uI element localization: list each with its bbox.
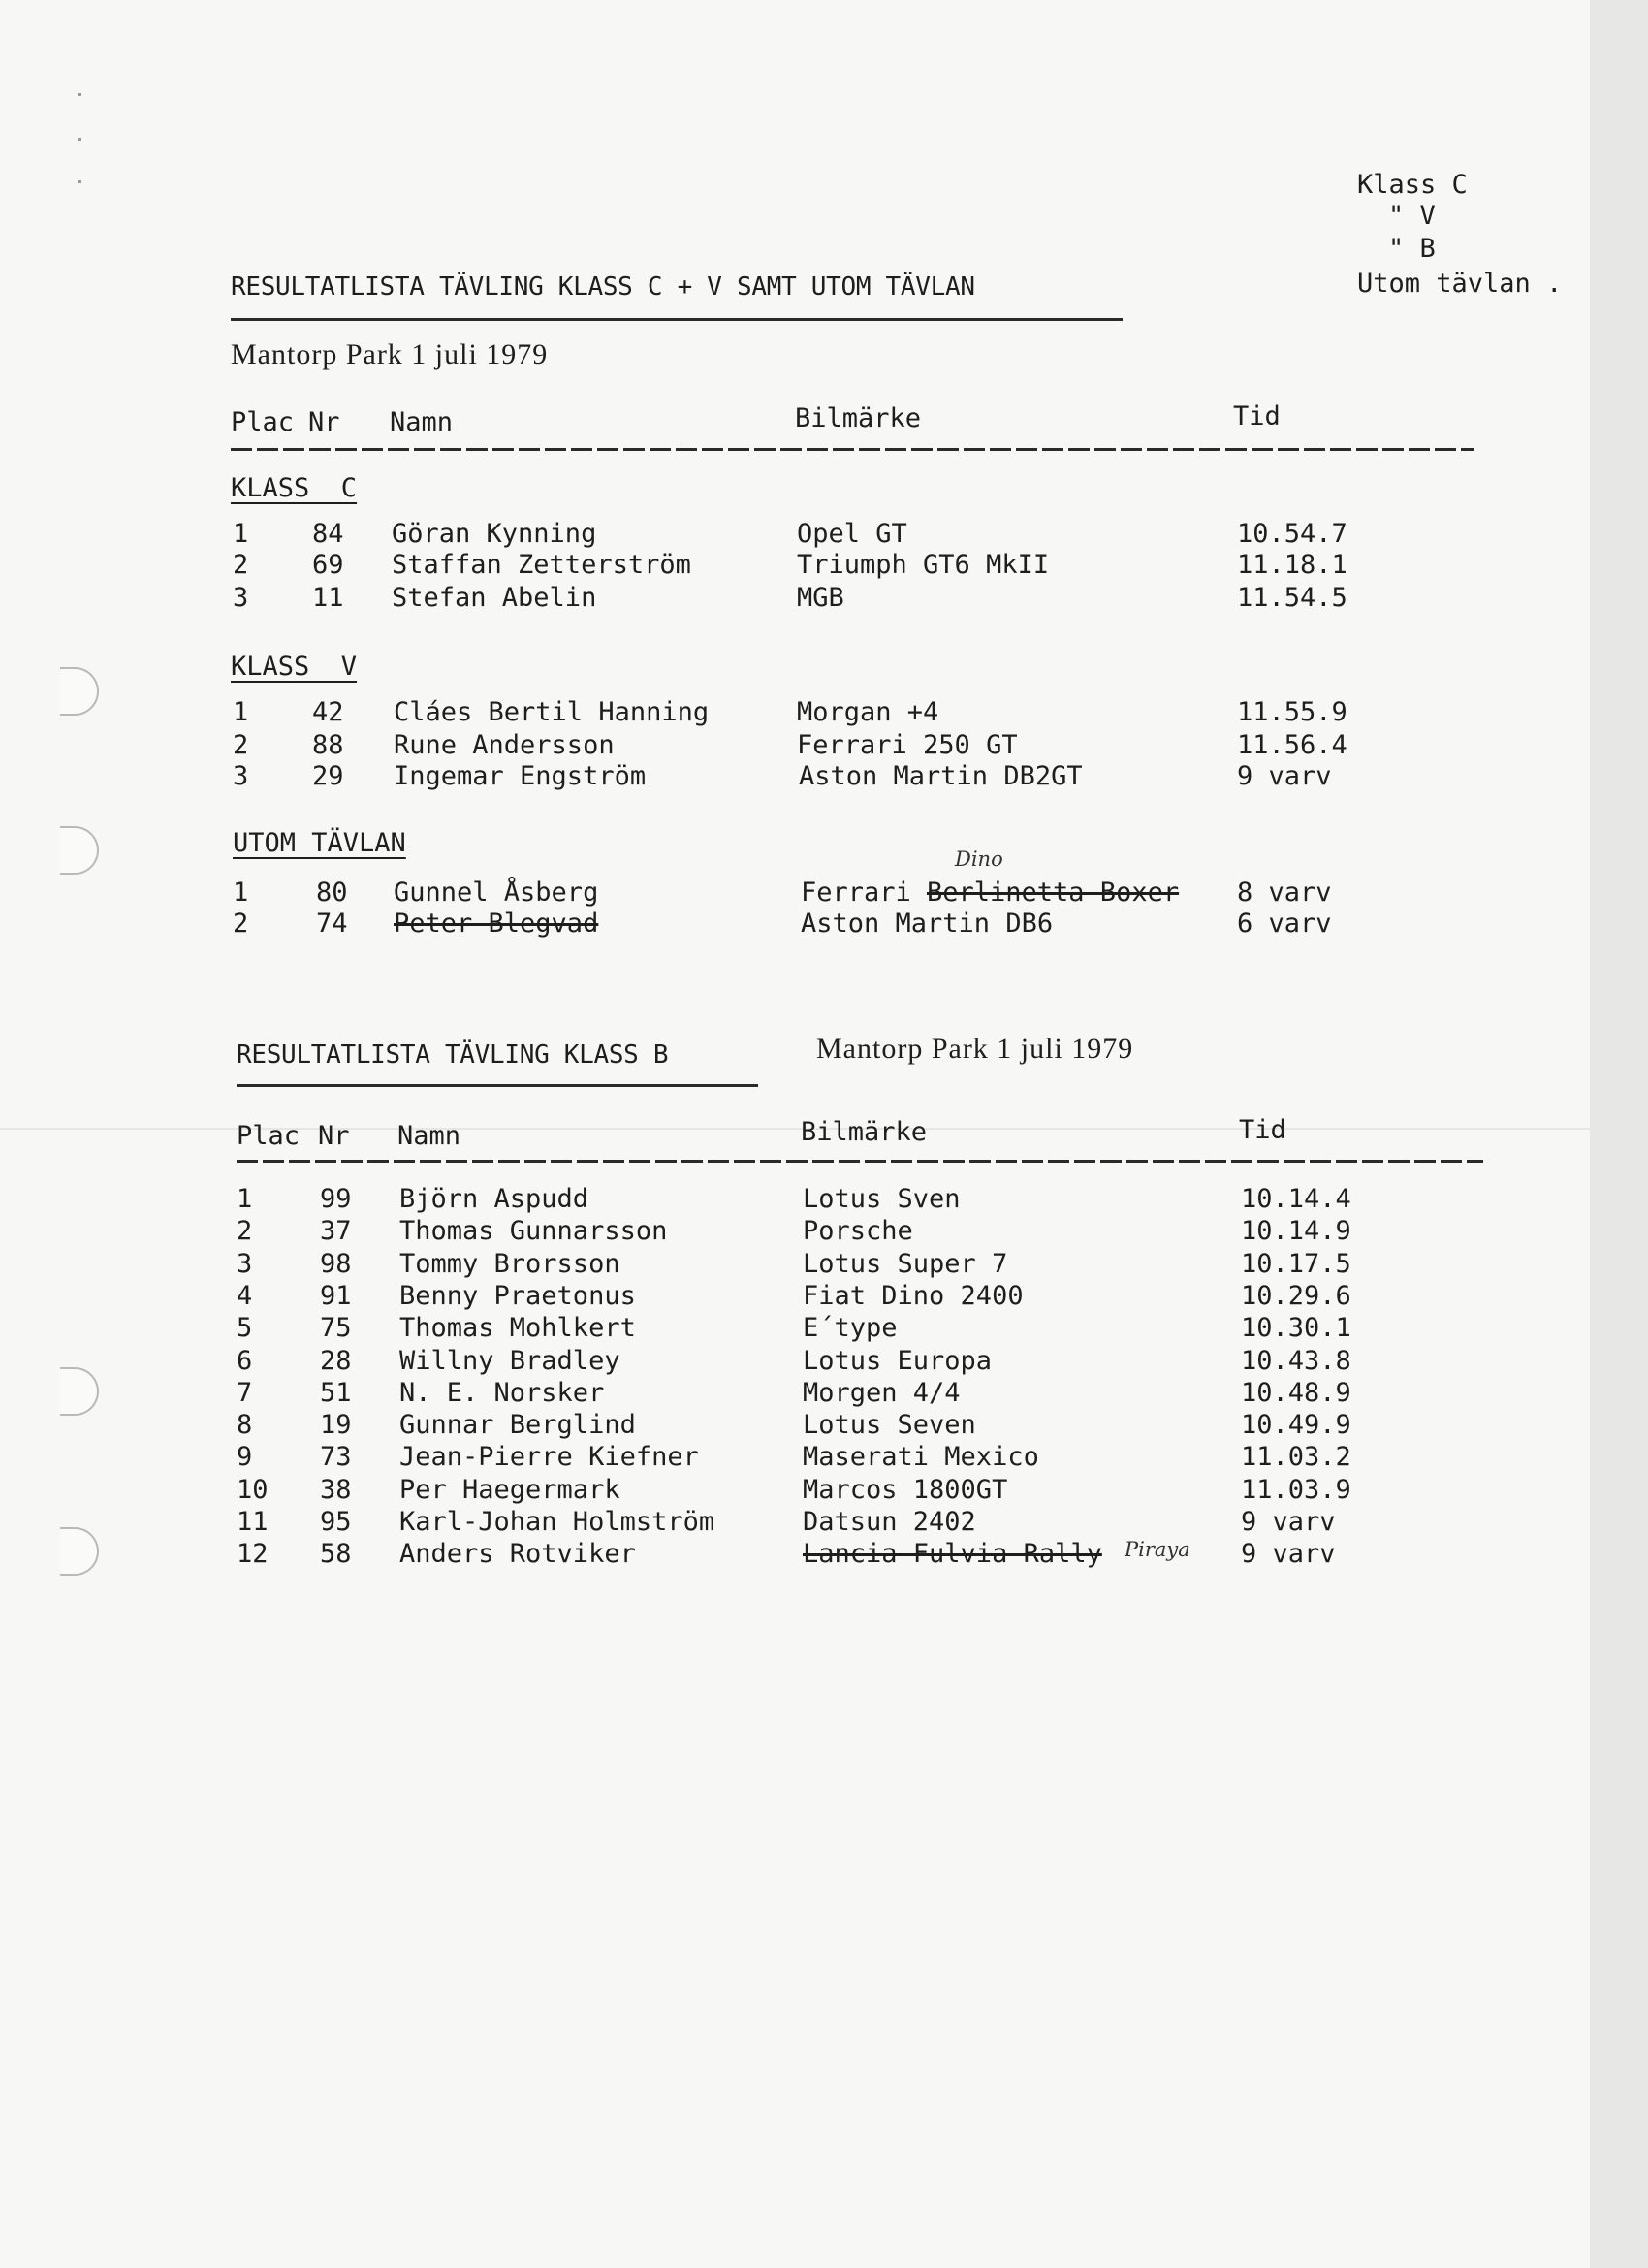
header-tid: Tid	[1239, 1115, 1286, 1145]
section1-title-underline	[231, 318, 1123, 321]
result-row	[0, 549, 1590, 582]
result-row	[0, 1248, 1590, 1281]
row-plac: 2	[233, 909, 249, 939]
result-row	[0, 1312, 1590, 1345]
row-namn: Tommy Brorsson	[399, 1249, 620, 1279]
row-nr: 98	[320, 1249, 352, 1279]
result-row	[0, 1506, 1590, 1539]
row-tid: 11.55.9	[1237, 697, 1347, 727]
edge-mark	[78, 93, 81, 96]
row-nr: 75	[320, 1313, 352, 1343]
row-namn: Thomas Mohlkert	[399, 1313, 636, 1343]
result-row	[0, 1377, 1590, 1410]
row-bilmarke: Ferrari 250 GT	[797, 730, 1018, 760]
header-rule	[231, 448, 1474, 451]
row-bilmarke: Triumph GT6 MkII	[797, 550, 1050, 580]
section2-title-underline	[237, 1084, 758, 1087]
row-bilmarke: Morgen 4/4	[803, 1378, 961, 1408]
row-namn: Staffan Zetterström	[392, 550, 691, 580]
row-namn: Per Haegermark	[399, 1475, 620, 1505]
header-rule	[237, 1160, 1483, 1163]
handwritten-correction: Piraya	[1125, 1538, 1190, 1561]
row-bilmarke: Lotus Seven	[803, 1410, 976, 1440]
row-nr: 19	[320, 1410, 352, 1440]
row-tid: 11.18.1	[1237, 550, 1347, 580]
row-tid: 9 varv	[1237, 761, 1332, 791]
handwritten-correction: Dino	[955, 847, 1003, 871]
row-tid: 10.14.4	[1241, 1184, 1351, 1214]
row-bilmarke: Lotus Europa	[803, 1346, 993, 1376]
row-namn: Stefan Abelin	[392, 583, 597, 613]
row-namn: N. E. Norsker	[399, 1378, 605, 1408]
row-tid: 10.49.9	[1241, 1410, 1351, 1440]
row-plac: 3	[233, 761, 249, 791]
header-namn: Namn	[390, 407, 454, 437]
punch-hole	[60, 826, 99, 875]
result-row	[0, 1409, 1590, 1442]
section1-date: Mantorp Park 1 juli 1979	[231, 338, 549, 370]
row-namn: Karl-Johan Holmström	[399, 1507, 715, 1537]
row-plac: 5	[237, 1313, 253, 1343]
row-namn: Gunnel Åsberg	[394, 878, 599, 908]
row-tid: 10.54.7	[1237, 519, 1347, 549]
group-label-klass-v: KLASS V	[231, 652, 358, 682]
row-bilmarke: Morgan +4	[797, 697, 939, 727]
row-bilmarke: Lotus Sven	[803, 1184, 961, 1214]
result-row	[0, 696, 1590, 729]
legend-line: " B	[1388, 234, 1436, 264]
row-nr: 99	[320, 1184, 352, 1214]
result-row	[0, 1280, 1590, 1313]
section1-title: RESULTATLISTA TÄVLING KLASS C + V SAMT UTOM TÄVLAN	[231, 272, 975, 302]
row-bilmarke: Ferrari	[801, 878, 911, 908]
row-tid: 11.03.9	[1241, 1475, 1351, 1505]
group-label-utom-tavlan: UTOM TÄVLAN	[233, 828, 406, 858]
header-bilmarke: Bilmärke	[795, 403, 922, 433]
row-plac: 6	[237, 1346, 253, 1376]
row-plac: 3	[237, 1249, 253, 1279]
row-tid: 6 varv	[1237, 909, 1332, 939]
row-namn: Ingemar Engström	[394, 761, 647, 791]
result-row	[0, 518, 1590, 551]
row-plac: 7	[237, 1378, 253, 1408]
row-namn: Gunnar Berglind	[399, 1410, 636, 1440]
row-namn-struck: Peter Blegvad	[394, 909, 599, 939]
result-row	[0, 1183, 1590, 1216]
row-tid: 9 varv	[1241, 1539, 1336, 1569]
row-bilmarke: MGB	[797, 583, 844, 613]
row-tid: 9 varv	[1241, 1507, 1336, 1537]
row-plac: 1	[233, 878, 249, 908]
row-plac: 10	[237, 1475, 269, 1505]
row-nr: 11	[312, 583, 344, 613]
row-bilmarke-struck: Lancia Fulvia Rally	[803, 1539, 1102, 1569]
section2-date: Mantorp Park 1 juli 1979	[816, 1033, 1134, 1065]
row-namn: Willny Bradley	[399, 1346, 620, 1376]
row-nr: 91	[320, 1281, 352, 1311]
row-bilmarke: Fiat Dino 2400	[803, 1281, 1024, 1311]
row-tid: 10.29.6	[1241, 1281, 1351, 1311]
result-row	[0, 1474, 1590, 1507]
row-tid: 10.30.1	[1241, 1313, 1351, 1343]
row-namn: Anders Rotviker	[399, 1539, 636, 1569]
row-nr: 38	[320, 1475, 352, 1505]
row-bilmarke: Marcos 1800GT	[803, 1475, 1008, 1505]
row-nr: 74	[316, 909, 348, 939]
result-row	[0, 1215, 1590, 1248]
row-bilmarke: Porsche	[803, 1216, 913, 1246]
row-tid: 8 varv	[1237, 878, 1332, 908]
row-bilmarke: Lotus Super 7	[803, 1249, 1008, 1279]
row-nr: 88	[312, 730, 344, 760]
header-bilmarke: Bilmärke	[801, 1117, 928, 1147]
row-namn: Rune Andersson	[394, 730, 615, 760]
row-plac: 9	[237, 1442, 253, 1472]
row-tid: 11.03.2	[1241, 1442, 1351, 1472]
row-plac: 12	[237, 1539, 269, 1569]
row-nr: 42	[312, 697, 344, 727]
row-nr: 80	[316, 878, 348, 908]
row-tid: 10.48.9	[1241, 1378, 1351, 1408]
row-namn: Göran Kynning	[392, 519, 597, 549]
result-row	[0, 582, 1590, 615]
row-nr: 69	[312, 550, 344, 580]
row-tid: 11.56.4	[1237, 730, 1347, 760]
row-bilmarke: Datsun 2402	[803, 1507, 976, 1537]
row-namn: Cláes Bertil Hanning	[394, 697, 710, 727]
row-bilmarke: Opel GT	[797, 519, 907, 549]
row-bilmarke: E´type	[803, 1313, 898, 1343]
edge-mark	[78, 180, 81, 183]
row-plac: 3	[233, 583, 249, 613]
group-label-klass-c: KLASS C	[231, 473, 358, 503]
result-row	[0, 908, 1590, 941]
header-nr: Nr	[318, 1121, 350, 1151]
row-namn: Benny Praetonus	[399, 1281, 636, 1311]
legend-line: " V	[1388, 201, 1436, 231]
row-plac: 2	[233, 730, 249, 760]
row-bilmarke-struck: Berlinetta Boxer	[927, 878, 1180, 908]
row-plac: 8	[237, 1410, 253, 1440]
row-plac: 1	[237, 1184, 253, 1214]
row-nr: 95	[320, 1507, 352, 1537]
header-plac: Plac	[237, 1121, 301, 1151]
row-plac: 11	[237, 1507, 269, 1537]
row-nr: 84	[312, 519, 344, 549]
edge-mark	[78, 138, 81, 141]
legend-line: Klass C	[1357, 170, 1468, 200]
header-namn: Namn	[397, 1121, 461, 1151]
row-tid: 10.14.9	[1241, 1216, 1351, 1246]
row-nr: 51	[320, 1378, 352, 1408]
row-bilmarke: Aston Martin DB2GT	[799, 761, 1083, 791]
section2-title: RESULTATLISTA TÄVLING KLASS B	[237, 1040, 669, 1070]
row-nr: 28	[320, 1346, 352, 1376]
row-tid: 10.17.5	[1241, 1249, 1351, 1279]
result-row	[0, 760, 1590, 793]
row-plac: 2	[233, 550, 249, 580]
row-bilmarke: Maserati Mexico	[803, 1442, 1039, 1472]
scan-edge	[1590, 0, 1648, 2268]
row-plac: 2	[237, 1216, 253, 1246]
row-tid: 10.43.8	[1241, 1346, 1351, 1376]
row-nr: 37	[320, 1216, 352, 1246]
row-plac: 4	[237, 1281, 253, 1311]
legend-line: Utom tävlan .	[1357, 269, 1563, 299]
row-plac: 1	[233, 697, 249, 727]
header-plac: Plac	[231, 407, 295, 437]
row-namn: Björn Aspudd	[399, 1184, 589, 1214]
result-row	[0, 1345, 1590, 1378]
header-tid: Tid	[1233, 401, 1281, 431]
row-namn: Thomas Gunnarsson	[399, 1216, 668, 1246]
result-row	[0, 1538, 1590, 1571]
row-tid: 11.54.5	[1237, 583, 1347, 613]
row-plac: 1	[233, 519, 249, 549]
result-row	[0, 877, 1590, 910]
result-row	[0, 1441, 1590, 1474]
row-nr: 58	[320, 1539, 352, 1569]
row-namn: Jean-Pierre Kiefner	[399, 1442, 699, 1472]
row-nr: 29	[312, 761, 344, 791]
row-bilmarke: Aston Martin DB6	[801, 909, 1054, 939]
row-nr: 73	[320, 1442, 352, 1472]
result-row	[0, 729, 1590, 762]
header-nr: Nr	[308, 407, 340, 437]
